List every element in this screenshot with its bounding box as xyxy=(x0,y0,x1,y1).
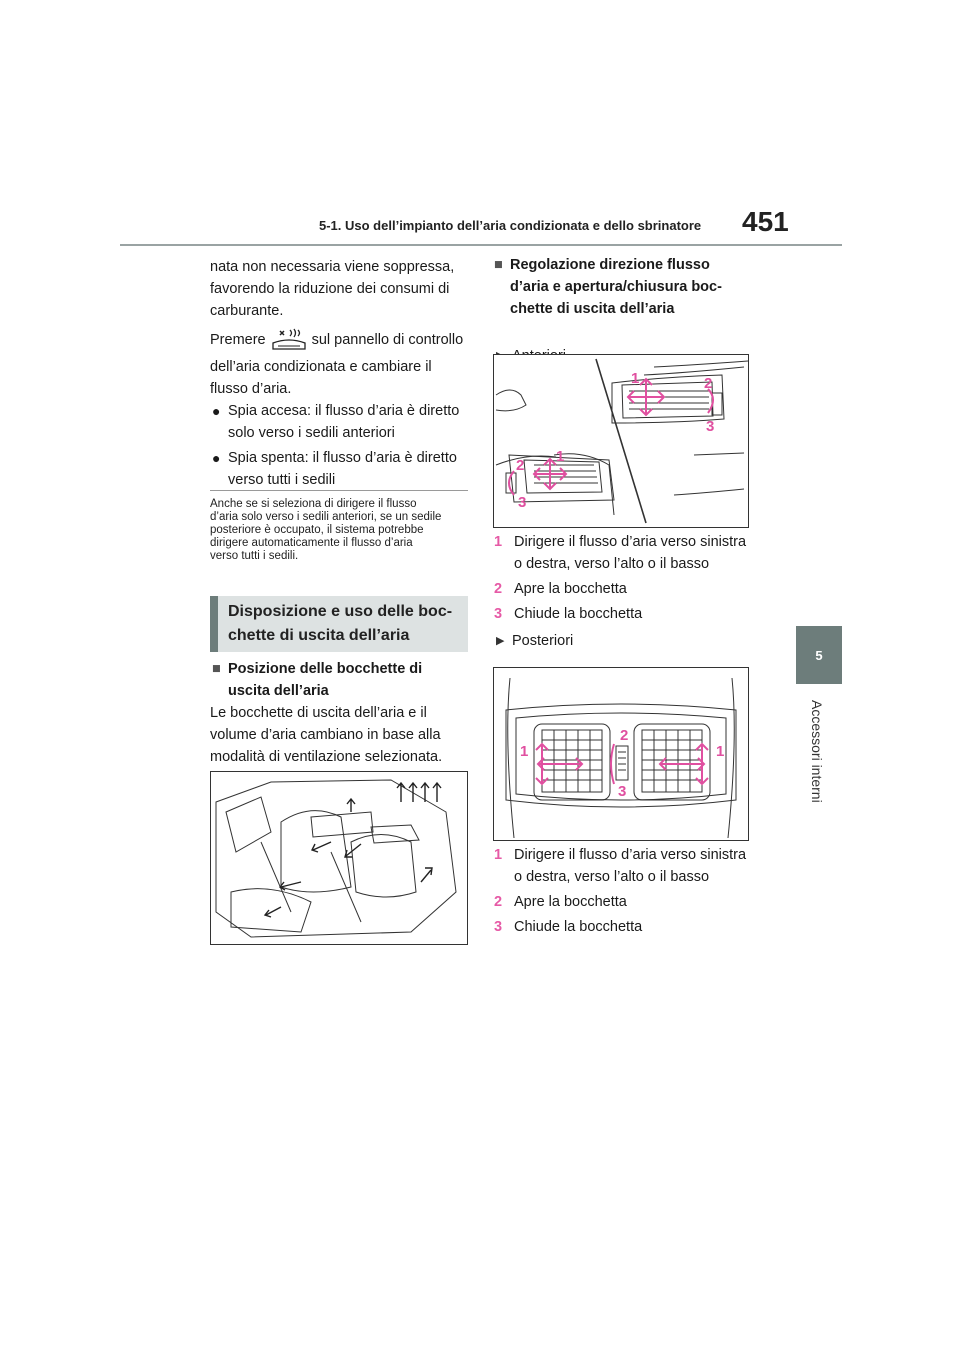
callout-2: 2 xyxy=(704,375,713,392)
section-title: 5-1. Uso dell’impianto dell’aria condizionata e dello sbrinatore xyxy=(319,218,702,233)
text-line: flusso d’aria. xyxy=(210,381,292,397)
text-line: Spia accesa: il flusso d’aria è diretto xyxy=(228,403,460,419)
note-text xyxy=(210,498,472,563)
text-line: Chiude la bocchetta xyxy=(514,919,643,935)
bullet-dot-icon: ● xyxy=(212,403,221,419)
callout-2: 2 xyxy=(620,727,629,744)
heading-line: Disposizione e uso delle boc- xyxy=(228,603,453,620)
callout-1: 1 xyxy=(631,370,640,387)
callout-1: 1 xyxy=(556,448,565,465)
text-line: d’aria solo verso i sedili anteriori, se un sedile xyxy=(210,511,442,523)
text-fragment: Premere xyxy=(210,332,266,348)
rear-vents-legend xyxy=(494,844,764,938)
callout-3: 3 xyxy=(518,494,527,511)
press-instruction-cont xyxy=(210,356,470,400)
bullet-item xyxy=(212,447,474,491)
header-divider xyxy=(120,244,842,246)
text-line: Dirigere il flusso d’aria verso sinistra xyxy=(514,847,747,863)
text-line: d’aria e apertura/chiusura boc- xyxy=(510,279,722,295)
section-heading xyxy=(210,596,468,652)
legend-number: 1 xyxy=(494,534,503,550)
chapter-label xyxy=(781,700,855,803)
text-line: Posizione delle bocchette di xyxy=(228,661,423,677)
text-line: verso tutti i sedili. xyxy=(210,550,299,562)
text-line: chette di uscita dell’aria xyxy=(510,301,675,317)
text-line: Posteriori xyxy=(512,633,574,649)
rear-vents-illustration xyxy=(493,667,749,841)
text-line: favorendo la riduzione dei consumi di xyxy=(210,281,450,297)
square-bullet-icon: ■ xyxy=(212,661,221,677)
legend-item xyxy=(494,603,764,625)
text-line: o destra, verso l’alto o il basso xyxy=(514,869,710,885)
rear-vents-label xyxy=(496,630,573,652)
heading-line: chette di uscita dell’aria xyxy=(228,627,410,644)
text-line: o destra, verso l’alto o il basso xyxy=(514,556,710,572)
text-line: Le bocchette di uscita dell’aria e il xyxy=(210,705,427,721)
text-line: modalità di ventilazione selezionata. xyxy=(210,749,443,765)
chapter-tab: 5 xyxy=(796,626,842,684)
text-line: Dirigere il flusso d’aria verso sinistra xyxy=(514,534,747,550)
callout-1: 1 xyxy=(716,743,725,760)
text-line: posteriore è occupato, il sistema potrebbe xyxy=(210,524,424,536)
legend-number: 3 xyxy=(494,919,503,935)
callout-3: 3 xyxy=(706,418,715,435)
callout-1: 1 xyxy=(520,743,529,760)
triangle-bullet-icon: ▶ xyxy=(496,635,505,647)
legend-number: 2 xyxy=(494,581,503,597)
press-instruction xyxy=(210,327,470,353)
legend-number: 3 xyxy=(494,606,503,622)
indicator-bullets xyxy=(212,400,474,491)
text-line: dell’aria condizionata e cambiare il xyxy=(210,359,432,375)
bullet-dot-icon: ● xyxy=(212,450,221,466)
intro-paragraph xyxy=(210,256,470,322)
text-line: nata non necessaria viene soppressa, xyxy=(210,259,455,275)
page-number: 451 xyxy=(742,206,789,237)
legend-item xyxy=(494,916,764,938)
vent-position-paragraph xyxy=(210,702,472,768)
text-line: dirigere automaticamente il flusso d’aria xyxy=(210,537,413,549)
legend-item xyxy=(494,891,764,913)
callout-3: 3 xyxy=(618,783,627,800)
bullet-item xyxy=(212,400,474,444)
text-line: carburante. xyxy=(210,303,284,319)
callout-2: 2 xyxy=(516,457,525,474)
legend-number: 1 xyxy=(494,847,503,863)
legend-item xyxy=(494,844,764,888)
chapter-label-text: Accessori interni xyxy=(809,700,825,803)
legend-item xyxy=(494,578,764,600)
note-divider xyxy=(210,490,468,491)
text-line: solo verso i sedili anteriori xyxy=(228,425,395,441)
legend-item xyxy=(494,531,764,575)
text-fragment: sul pannello di controllo xyxy=(311,332,464,348)
text-line: Apre la bocchetta xyxy=(514,581,627,597)
text-line: verso tutti i sedili xyxy=(228,472,336,488)
vent-position-subheading xyxy=(212,658,474,702)
text-line: uscita dell’aria xyxy=(228,683,329,699)
text-line: Apre la bocchetta xyxy=(514,894,627,910)
cabin-vents-illustration xyxy=(210,771,468,945)
text-line: volume d’aria cambiano in base alla xyxy=(210,727,441,743)
legend-number: 2 xyxy=(494,894,503,910)
text-line: Spia spenta: il flusso d’aria è diretto xyxy=(228,450,457,466)
text-line: Chiude la bocchetta xyxy=(514,606,643,622)
text-line: Regolazione direzione flusso xyxy=(510,257,710,273)
square-bullet-icon: ■ xyxy=(494,257,503,273)
text-line: Anche se si seleziona di dirigere il flusso xyxy=(210,498,417,510)
rear-seat-airflow-button-icon xyxy=(270,327,308,353)
airflow-direction-subheading xyxy=(494,254,754,320)
front-vents-illustration xyxy=(493,354,749,528)
front-vents-legend xyxy=(494,531,764,625)
